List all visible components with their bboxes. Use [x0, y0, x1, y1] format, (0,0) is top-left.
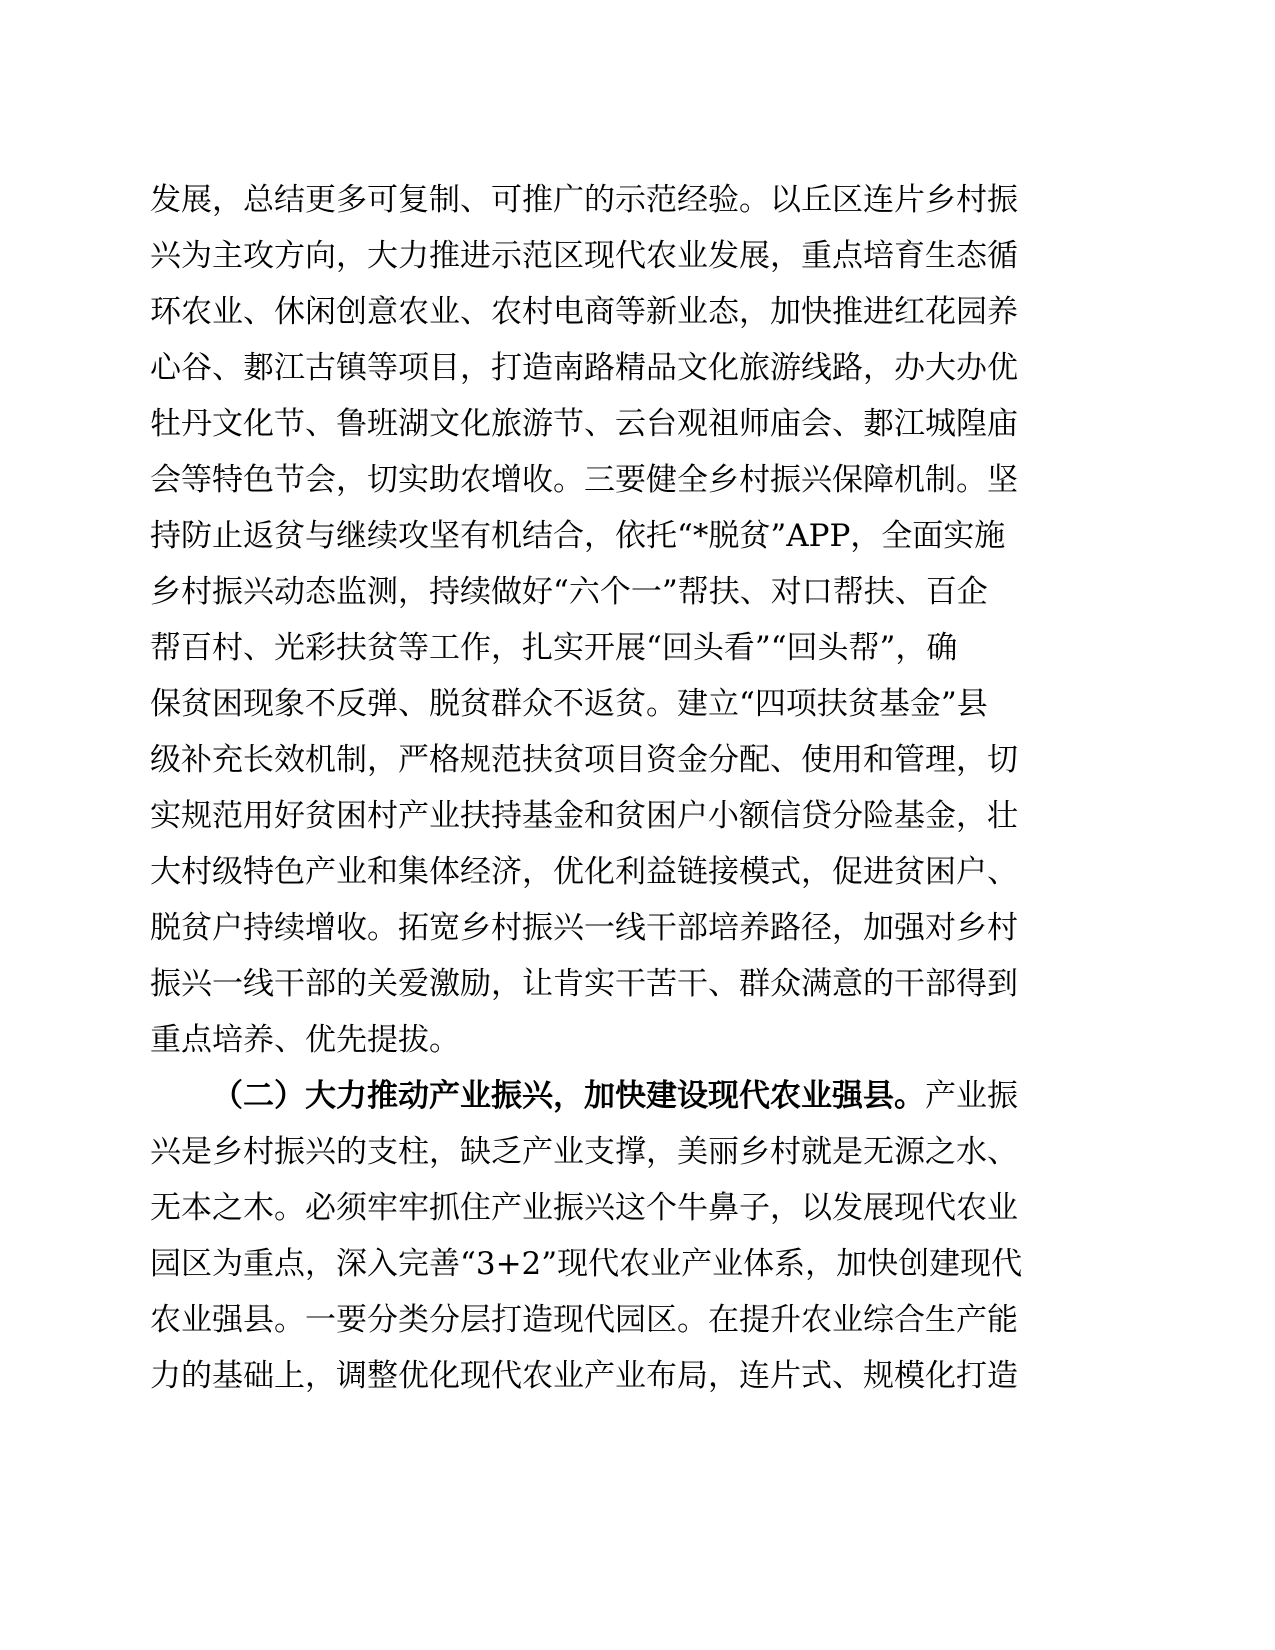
text-line: 兴为主攻方向，大力推进示范区现代农业发展，重点培育生态循 — [150, 238, 1018, 274]
text-line: 园区为重点，深入完善“3+2”现代农业产业体系，加快创建现代 — [150, 1246, 1023, 1282]
text-line: 重点培养、优先提拔。 — [150, 1022, 460, 1058]
text-line: 会等特色节会，切实助农增收。三要健全乡村振兴保障机制。坚 — [150, 462, 1018, 498]
text-line: 持防止返贫与继续攻坚有机结合，依托“*脱贫”APP，全面实施 — [150, 518, 1006, 554]
text-line: 无本之木。必须牢牢抓住产业振兴这个牛鼻子，以发展现代农业 — [150, 1190, 1018, 1226]
text-line: 力的基础上，调整优化现代农业产业布局，连片式、规模化打造 — [150, 1358, 1018, 1394]
text-line: 发展，总结更多可复制、可推广的示范经验。以丘区连片乡村振 — [150, 182, 1018, 218]
section-heading: （二）大力推动产业振兴，加快建设现代农业强县。 — [212, 1078, 925, 1114]
text-line: 牡丹文化节、鲁班湖文化旅游节、云台观祖师庙会、郪江城隍庙 — [150, 406, 1018, 442]
text-line: 级补充长效机制，严格规范扶贫项目资金分配、使用和管理，切 — [150, 742, 1018, 778]
text-line: 农业强县。一要分类分层打造现代园区。在提升农业综合生产能 — [150, 1302, 1018, 1338]
text-line: 实规范用好贫困村产业扶持基金和贫困户小额信贷分险基金，壮 — [150, 798, 1018, 834]
document-body — [150, 172, 1050, 1404]
text-line: 大村级特色产业和集体经济，优化利益链接模式，促进贫困户、 — [150, 854, 1018, 890]
text-line: 乡村振兴动态监测，持续做好“六个一”帮扶、对口帮扶、百企 — [150, 574, 988, 610]
text-line: 环农业、休闲创意农业、农村电商等新业态，加快推进红花园养 — [150, 294, 1018, 330]
text-line: 保贫困现象不反弹、脱贫群众不返贫。建立“四项扶贫基金”县 — [150, 686, 988, 722]
section-heading-line — [150, 1068, 1050, 1124]
text-line: 帮百村、光彩扶贫等工作，扎实开展“回头看”“回头帮”，确 — [150, 630, 958, 666]
text-line: 脱贫户持续增收。拓宽乡村振兴一线干部培养路径，加强对乡村 — [150, 910, 1018, 946]
section-heading-tail: 产业振 — [925, 1078, 1018, 1114]
text-line: 心谷、郪江古镇等项目，打造南路精品文化旅游线路，办大办优 — [150, 350, 1018, 386]
text-line: 兴是乡村振兴的支柱，缺乏产业支撑，美丽乡村就是无源之水、 — [150, 1134, 1018, 1170]
text-line: 振兴一线干部的关爱激励，让肯实干苦干、群众满意的干部得到 — [150, 966, 1018, 1002]
